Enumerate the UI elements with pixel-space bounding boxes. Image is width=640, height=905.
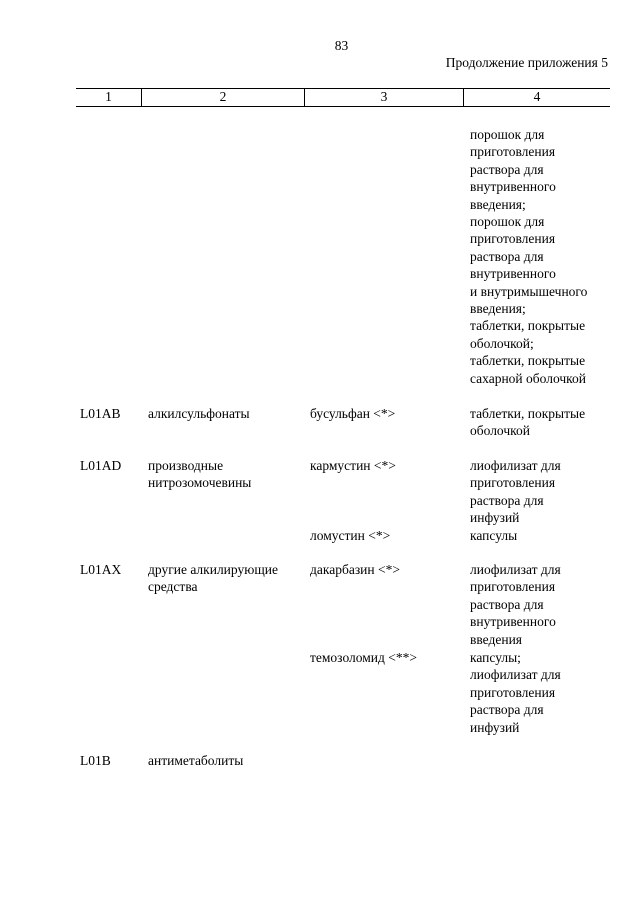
- cell-line: и внутримышечного: [470, 283, 588, 299]
- cell-line: внутривенного: [470, 266, 556, 282]
- column-header-1: 1: [105, 89, 112, 104]
- dosage-forms-cell: [470, 457, 561, 527]
- cell-line: внутривенного: [470, 179, 556, 195]
- cell-line: введения: [470, 631, 523, 647]
- drug-name-cell: ломустин <*>: [310, 528, 391, 543]
- atc-code-cell: L01B: [80, 753, 111, 768]
- cell-line: раствора для: [470, 248, 544, 264]
- cell-line: введения;: [470, 301, 526, 317]
- cell-line: лиофилизат для: [470, 562, 561, 577]
- cell-line: средства: [148, 579, 198, 595]
- drug-name-cell: темозоломид <**>: [310, 650, 417, 665]
- group-name-cell: [148, 561, 278, 596]
- cell-line: инфузий: [470, 719, 520, 735]
- atc-code-cell: L01AD: [80, 458, 122, 473]
- table-header-bottom-rule: [76, 106, 610, 107]
- drug-name-cell: кармустин <*>: [310, 458, 396, 473]
- cell-line: таблетки, покрытые: [470, 406, 586, 421]
- cell-line: инфузий: [470, 510, 520, 526]
- drug-name-cell: бусульфан <*>: [310, 406, 396, 421]
- atc-code-cell: L01AB: [80, 406, 121, 421]
- drug-name-cell: дакарбазин <*>: [310, 562, 400, 577]
- cell-line: антиметаболиты: [148, 753, 244, 768]
- cell-line: приготовления: [470, 684, 556, 700]
- group-name-cell: [148, 457, 251, 492]
- cell-line: приготовления: [470, 579, 556, 595]
- cell-line: капсулы: [470, 528, 518, 543]
- cell-line: приготовления: [470, 231, 556, 247]
- cell-line: лиофилизат для: [470, 667, 561, 683]
- column-header-4: 4: [533, 89, 541, 104]
- dosage-forms-cell: [470, 527, 517, 544]
- dosage-forms-cell: [470, 649, 561, 736]
- dosage-forms-cell: [470, 561, 561, 648]
- cell-line: оболочкой: [470, 423, 530, 439]
- continued-dosage-forms: [470, 126, 587, 387]
- cell-line: раствора для: [470, 161, 544, 177]
- cell-line: введения;: [470, 196, 526, 212]
- cell-line: нитрозомочевины: [148, 475, 252, 491]
- dosage-forms-cell: [470, 405, 585, 440]
- cell-line: внутривенного: [470, 614, 556, 630]
- cell-line: оболочкой;: [470, 335, 534, 351]
- page-number: 83: [334, 38, 349, 53]
- cell-line: раствора для: [470, 702, 544, 718]
- cell-line: приготовления: [470, 475, 556, 491]
- cell-line: приготовления: [470, 144, 556, 160]
- atc-code-cell: L01AX: [80, 562, 122, 577]
- cell-line: порошок для: [470, 127, 545, 142]
- cell-line: сахарной оболочкой: [470, 370, 587, 386]
- cell-line: другие алкилирующие: [148, 562, 278, 577]
- group-name-cell: [148, 752, 243, 769]
- cell-line: раствора для: [470, 596, 544, 612]
- cell-line: алкилсульфонаты: [148, 406, 250, 421]
- appendix-continuation-note: Продолжение приложения 5: [445, 55, 608, 70]
- cell-line: производные: [148, 458, 224, 473]
- cell-line: капсулы;: [470, 650, 521, 665]
- cell-line: таблетки, покрытые: [470, 353, 586, 369]
- cell-line: лиофилизат для: [470, 458, 561, 473]
- cell-line: таблетки, покрытые: [470, 318, 586, 334]
- cell-line: раствора для: [470, 492, 544, 508]
- column-header-2: 2: [219, 89, 227, 104]
- group-name-cell: [148, 405, 250, 422]
- cell-line: порошок для: [470, 214, 545, 230]
- column-header-3: 3: [380, 89, 388, 104]
